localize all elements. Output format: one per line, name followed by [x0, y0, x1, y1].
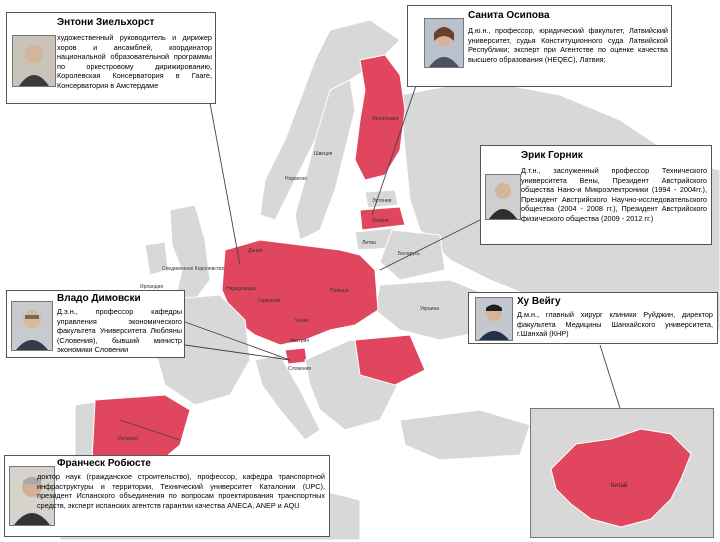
label-germany: Германия [258, 298, 281, 304]
label-czech: Чехия [295, 318, 310, 324]
label-austria: Австрия [290, 338, 310, 344]
label-poland: Польша [330, 288, 349, 294]
label-estonia: Эстония [372, 198, 392, 204]
label-denmark: Дания [248, 248, 263, 254]
map-portugal [75, 402, 95, 460]
portrait-photo [475, 297, 513, 341]
person-name: Энтони Зиельхорст [57, 17, 155, 28]
label-spain: Испания [118, 436, 138, 442]
portrait-photo [424, 18, 464, 68]
person-name: Санита Осипова [468, 10, 550, 21]
person-card-osipova [407, 5, 672, 87]
map-slovenia [285, 348, 307, 364]
label-slovenia: Словения [288, 366, 312, 372]
china-map [531, 409, 713, 537]
portrait-photo [12, 35, 56, 87]
china-inset [530, 408, 714, 538]
person-card-gornik [480, 145, 712, 245]
person-name: Ху Вейгу [517, 296, 561, 307]
person-card-zielhorst [6, 12, 216, 104]
portrait-photo [11, 301, 53, 351]
label-belarus: Беларусь [398, 251, 420, 257]
person-name: Владо Димовски [57, 293, 141, 304]
label-sweden: Швеция [314, 151, 333, 157]
person-bio: Д.т.н., заслуженный профессор Технического университета Вены, Президент Австрийского общества Нано-и Микроэлектроники (1994 - 2004гг.), Президент Австрийского Научно-исследовательского общества (2004 - 2008 гг.), Президент Австрийского физического общества (2009 - 2012 гг.) [521, 166, 707, 223]
person-name: Франческ Робюсте [57, 458, 151, 469]
person-bio: художественный руководитель и дирижер хоров и ансамблей, координатор национальной образовательной программы по оркестровому дирижированию, Королевская Консерватория в Гааге, Консерватория в Амстердаме [57, 33, 212, 90]
label-lithuania: Литва [362, 240, 376, 246]
label-ireland: Ирландия [140, 284, 164, 290]
china-label: Китай [611, 483, 628, 489]
person-card-hu-weigu [468, 292, 718, 344]
label-uk: Соединенное Королевство [162, 266, 225, 272]
person-card-robuste [4, 455, 330, 537]
person-bio: Д.ю.н., профессор, юридический факультет, Латвийский университет, судья Конституционного суда Латвийской Республики; эксперт при Агентстве по оценке качества высшего образования (HEQEC), Латвия; [468, 26, 668, 64]
portrait-photo [485, 174, 521, 220]
person-name: Эрик Горник [521, 150, 583, 161]
person-bio: доктор наук (гражданское строительство), профессор, кафедра транспортной инфраструктуры и территории, Технический университет Каталонии (UPC), президент Испанского объединения по вопросам проектирования транспортных средств, эксперт испанских агентств гарантии качества ANECA, ANEP и AQU [37, 472, 325, 510]
label-finland: Финляндия [372, 116, 399, 122]
label-latvia: Латвия [372, 218, 389, 224]
person-card-dimovski [6, 290, 185, 358]
label-ukraine: Украина [420, 306, 440, 312]
person-bio: Д.м.н., главный хирург клиники Руйджин, директор факультета Медицины Шанхайского университета, г.Шанхай (КНР) [517, 310, 713, 339]
label-norway: Норвегия [285, 176, 307, 182]
label-netherlands: Нидерланды [226, 286, 256, 292]
person-bio: Д.э.н., профессор кафедры управления экономического факультета Университета Любляны (Словения), бывший министр экономики Словении [57, 307, 182, 355]
